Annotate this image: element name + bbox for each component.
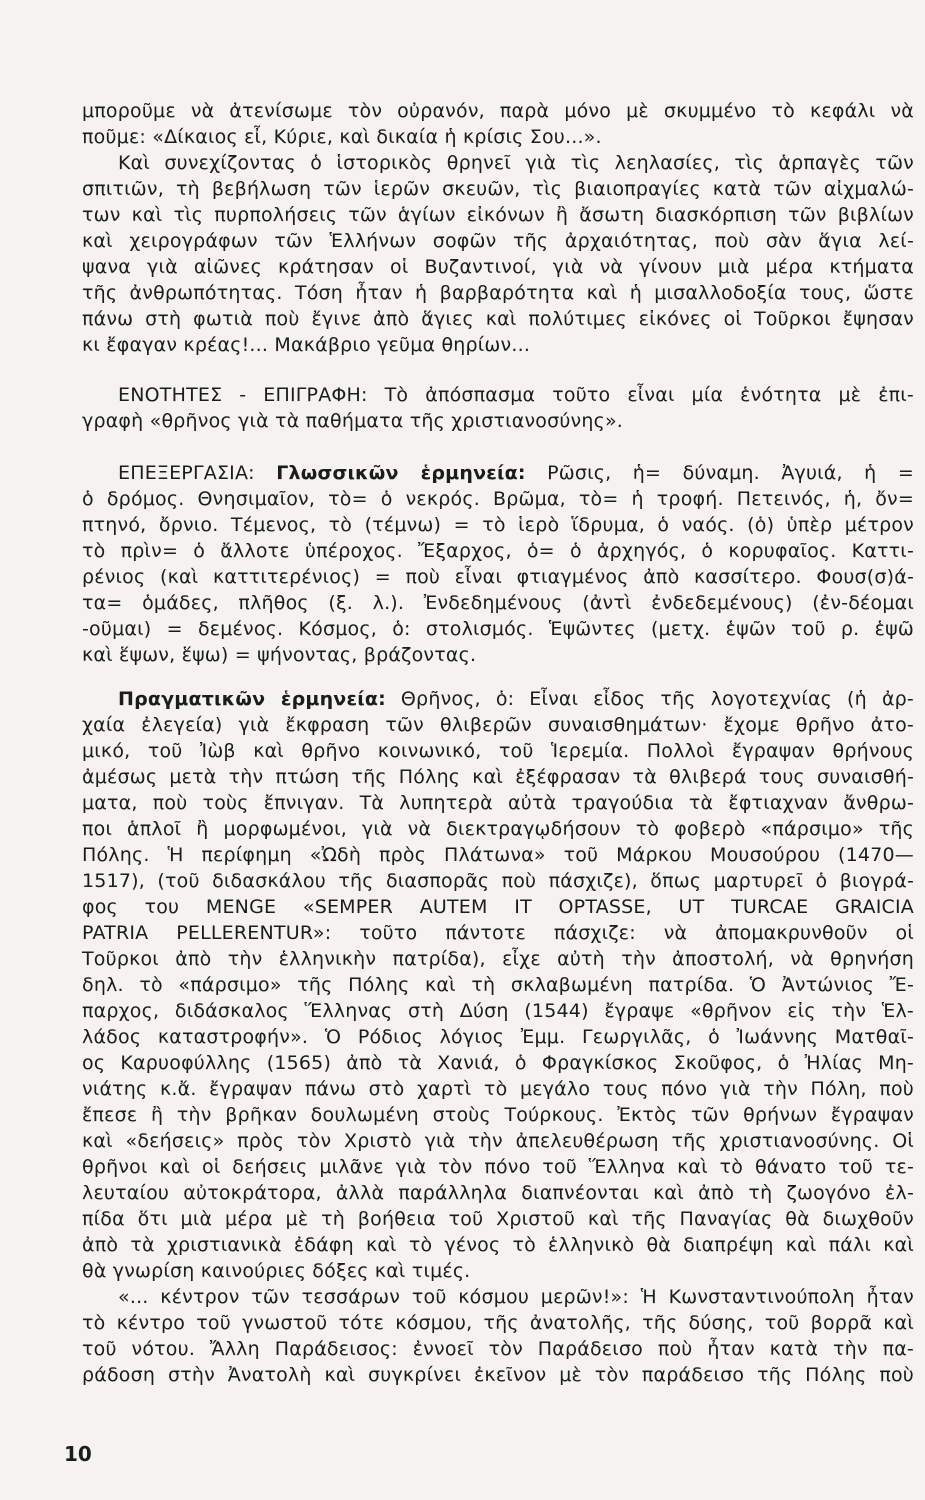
processing-text: Ρῶσις, ἡ= δύναμη. Ἀγυιά, ἡ = bbox=[547, 462, 914, 484]
text-line: πίδα ὅτι μιὰ μέρα μὲ τὴ βοήθεια τοῦ Χριστοῦ καὶ τῆς Παναγίας θὰ διωχθοῦν bbox=[82, 1208, 914, 1230]
text-line: ποι ἁπλοῖ ἢ μορφωμένοι, γιὰ νὰ διεκτραγῳδήσουν τὸ φοβερὸ «πάρσιμο» τῆς bbox=[82, 818, 914, 840]
processing-label: ΕΠΕΞΕΡΓΑΣΙΑ: bbox=[118, 462, 255, 484]
text-line: ράδοση στὴν Ἀνατολὴ καὶ συγκρίνει ἐκεῖνον μὲ τὸν παράδεισο τῆς Πόλης ποὺ bbox=[82, 1364, 914, 1386]
text-line: ποῦμε: «Δίκαιος εἶ, Κύριε, καὶ δικαία ἡ κρίσις Σου...». bbox=[82, 126, 602, 148]
text-line: ος Καρυοφύλλης (1565) ἀπὸ τὰ Χανιά, ὁ Φραγκίσκος Σκοῦφος, ὁ Ἠλίας Μη- bbox=[82, 1052, 914, 1074]
text-line: κι ἔφαγαν κρέας!... Μακάβριο γεῦμα θηρίων... bbox=[82, 334, 531, 356]
text-line: ἔπεσε ἢ τὴν βρῆκαν δουλωμένη στοὺς Τούρκους. Ἐκτὸς τῶν θρήνων ἔγραψαν bbox=[82, 1104, 914, 1126]
text-line: πάνω στὴ φωτιὰ ποὺ ἔγινε ἀπὸ ἅγιες καὶ πολύτιμες εἰκόνες οἱ Τοῦρκοι ἔψησαν bbox=[82, 308, 914, 330]
linguistic-subtitle: Γλωσσικῶν ἑρμηνεία: bbox=[276, 462, 526, 484]
unity-label: ΕΝΟΤΗΤΕΣ - ΕΠΙΓΡΑΦΗ: bbox=[118, 384, 368, 406]
text-line: 1517), (τοῦ διδασκάλου τῆς διασπορᾶς ποὺ πάσχιζε), ὅπως μαρτυρεῖ ὁ βιογρά- bbox=[82, 870, 914, 892]
text-line: δηλ. τὸ «πάρσιμο» τῆς Πόλης καὶ τὴ σκλαβωμένη πατρίδα. Ὁ Ἀντώνιος Ἔ- bbox=[82, 974, 914, 996]
text-line: -οῦμαι) = δεμένος. Κόσμος, ὁ: στολισμός. Ἑψῶντες (μετχ. ἑψῶν τοῦ ρ. ἑψῶ bbox=[82, 618, 914, 640]
text-line: μποροῦμε νὰ ἀτενίσωμε τὸν οὐρανόν, παρὰ μόνο μὲ σκυμμένο τὸ κεφάλι νὰ bbox=[82, 100, 914, 122]
text-line: καὶ «δεήσεις» πρὸς τὸν Χριστὸ γιὰ τὴν ἀπελευθέρωση τῆς χριστιανοσύνης. Οἱ bbox=[82, 1130, 914, 1152]
text-line: γραφὴ «θρῆνος γιὰ τὰ παθήματα τῆς χριστιανοσύνης». bbox=[82, 410, 624, 432]
text-line: λάδος καταστροφήν». Ὁ Ρόδιος λόγιος Ἐμμ. Γεωργιλᾶς, ὁ Ἰωάννης Ματθαῖ- bbox=[82, 1026, 914, 1048]
real-subtitle: Πραγματικῶν ἑρμηνεία: bbox=[118, 688, 386, 710]
text-line: πτηνό, ὄρνιο. Τέμενος, τὸ (τέμνω) = τὸ ἱερὸ ἵδρυμα, ὁ ναός. (ὁ) ὑπὲρ μέτρον bbox=[82, 514, 914, 536]
unity-text: Τὸ ἀπόσπασμα τοῦτο εἶναι μία ἑνότητα μὲ ἐπι- bbox=[384, 384, 914, 406]
text-line: φος του MENGE «SEMPER AUTEM IT OPTASSE, UT TURCAE GRAICIA bbox=[82, 896, 914, 918]
processing-line bbox=[118, 460, 914, 486]
text-line: ἀπὸ τὰ χριστιανικὰ ἐδάφη καὶ τὸ γένος τὸ ἑλληνικὸ θὰ διαπρέψη καὶ πάλι καὶ bbox=[82, 1234, 914, 1256]
text-line: Καὶ συνεχίζοντας ὁ ἱστορικὸς θρηνεῖ γιὰ τὶς λεηλασίες, τὶς ἁρπαγὲς τῶν bbox=[118, 152, 914, 174]
text-line: τὸ κέντρο τοῦ γνωστοῦ τότε κόσμου, τῆς ἀνατολῆς, τῆς δύσης, τοῦ βορρᾶ καὶ bbox=[82, 1312, 914, 1334]
text-line: καὶ ἕψων, ἕψω) = ψήνοντας, βράζοντας. bbox=[82, 644, 477, 666]
text-line: νιάτης κ.ἄ. ἔγραψαν πάνω στὸ χαρτὶ τὸ μεγάλο τους πόνο γιὰ τὴν Πόλη, ποὺ bbox=[82, 1078, 914, 1100]
text-line: λευταίου αὐτοκράτορα, ἀλλὰ παράλληλα διαπνέονται καὶ ἀπὸ τὴ ζωογόνο ἐλ- bbox=[82, 1182, 914, 1204]
text-line: Πόλης. Ἡ περίφημη «Ὠδὴ πρὸς Πλάτωνα» τοῦ Μάρκου Μουσούρου (1470— bbox=[82, 844, 914, 866]
text-line: σπιτιῶν, τὴ βεβήλωση τῶν ἱερῶν σκευῶν, τὶς βιαιοπραγίες κατὰ τῶν αἰχμαλώ- bbox=[82, 178, 914, 200]
text-line: ματα, ποὺ τοὺς ἔπνιγαν. Τὰ λυπητερὰ αὐτὰ τραγούδια τὰ ἔφτιαχναν ἄνθρω- bbox=[82, 792, 914, 814]
text-line: PATRIA PELLERENTUR»: τοῦτο πάντοτε πάσχιζε: νὰ ἀπομακρυνθοῦν οἱ bbox=[82, 922, 914, 944]
text-line: Τοῦρκοι ἀπὸ τὴν ἑλληνικὴν πατρίδα), εἶχε αὐτὴ τὴν ἀποστολή, νὰ θρηνήση bbox=[82, 948, 914, 970]
text-line: των καὶ τὶς πυρπολήσεις τῶν ἁγίων εἰκόνων ἢ ἄσωτη διασκόρπιση τῶν βιβλίων bbox=[82, 204, 914, 226]
text-line: θὰ γνωρίση καινούριες δόξες καὶ τιμές. bbox=[82, 1260, 471, 1282]
text-line: θρῆνοι καὶ οἱ δεήσεις μιλᾶνε γιὰ τὸν πόνο τοῦ Ἕλληνα καὶ τὸ θάνατο τοῦ τε- bbox=[82, 1156, 914, 1178]
text-line: τὸ πρὶν= ὁ ἄλλοτε ὑπέροχος. Ἔξαρχος, ὁ= ὁ ἀρχηγός, ὁ κορυφαῖος. Καττι- bbox=[82, 540, 914, 562]
text-line: τοῦ νότου. Ἄλλη Παράδεισος: ἐννοεῖ τὸν Παράδεισο ποὺ ἦταν κατὰ τὴν πα- bbox=[82, 1338, 914, 1360]
text-line: χαία ἐλεγεία) γιὰ ἔκφραση τῶν θλιβερῶν συναισθημάτων· ἔχομε θρῆνο ἀτο- bbox=[82, 714, 914, 736]
text-line: τα= ὁμάδες, πλῆθος (ξ. λ.). Ἐνδεδημένους (ἀντὶ ἐνδεδεμένους) (ἐν-δέομαι bbox=[82, 592, 914, 614]
text-line: μικό, τοῦ Ἰὼβ καὶ θρῆνο κοινωνικό, τοῦ Ἱερεμία. Πολλοὶ ἔγραψαν θρήνους bbox=[82, 740, 914, 762]
unity-line bbox=[118, 382, 914, 408]
text-line: ὁ δρόμος. Θνησιμαῖον, τὸ= ὁ νεκρός. Βρῶμα, τὸ= ἡ τροφή. Πετεινός, ἡ, ὄν= bbox=[82, 488, 914, 510]
real-line bbox=[118, 686, 914, 712]
real-text: Θρῆνος, ὁ: Εἶναι εἶδος τῆς λογοτεχνίας (ἡ ἀρ- bbox=[400, 688, 914, 710]
text-line: καὶ χειρογράφων τῶν Ἑλλήνων σοφῶν τῆς ἀρχαιότητας, ποὺ σὰν ἅγια λεί- bbox=[82, 230, 914, 252]
text-line: παρχος, διδάσκαλος Ἕλληνας στὴ Δύση (1544) ἔγραψε «θρῆνον εἰς τὴν Ἑλ- bbox=[82, 1000, 914, 1022]
text-line: τῆς ἀνθρωπότητας. Τόση ἦταν ἡ βαρβαρότητα καὶ ἡ μισαλλοδοξία τους, ὥστε bbox=[82, 282, 914, 304]
page-number: 10 bbox=[64, 1442, 92, 1466]
text-line: ρένιος (καὶ καττιτερένιος) = ποὺ εἶναι φτιαγμένος ἀπὸ κασσίτερο. Φουσ(σ)ά- bbox=[82, 566, 914, 588]
text-line: ψανα γιὰ αἰῶνες κράτησαν οἱ Βυζαντινοί, γιὰ νὰ γίνουν μιὰ μέρα κτήματα bbox=[82, 256, 914, 278]
text-line: ἀμέσως μετὰ τὴν πτώση τῆς Πόλης καὶ ἐξέφρασαν τὰ θλιβερά τους συναισθή- bbox=[82, 766, 914, 788]
text-line: «... κέντρον τῶν τεσσάρων τοῦ κόσμου μερῶν!»: Ἡ Κωνσταντινούπολη ἦταν bbox=[118, 1286, 914, 1308]
